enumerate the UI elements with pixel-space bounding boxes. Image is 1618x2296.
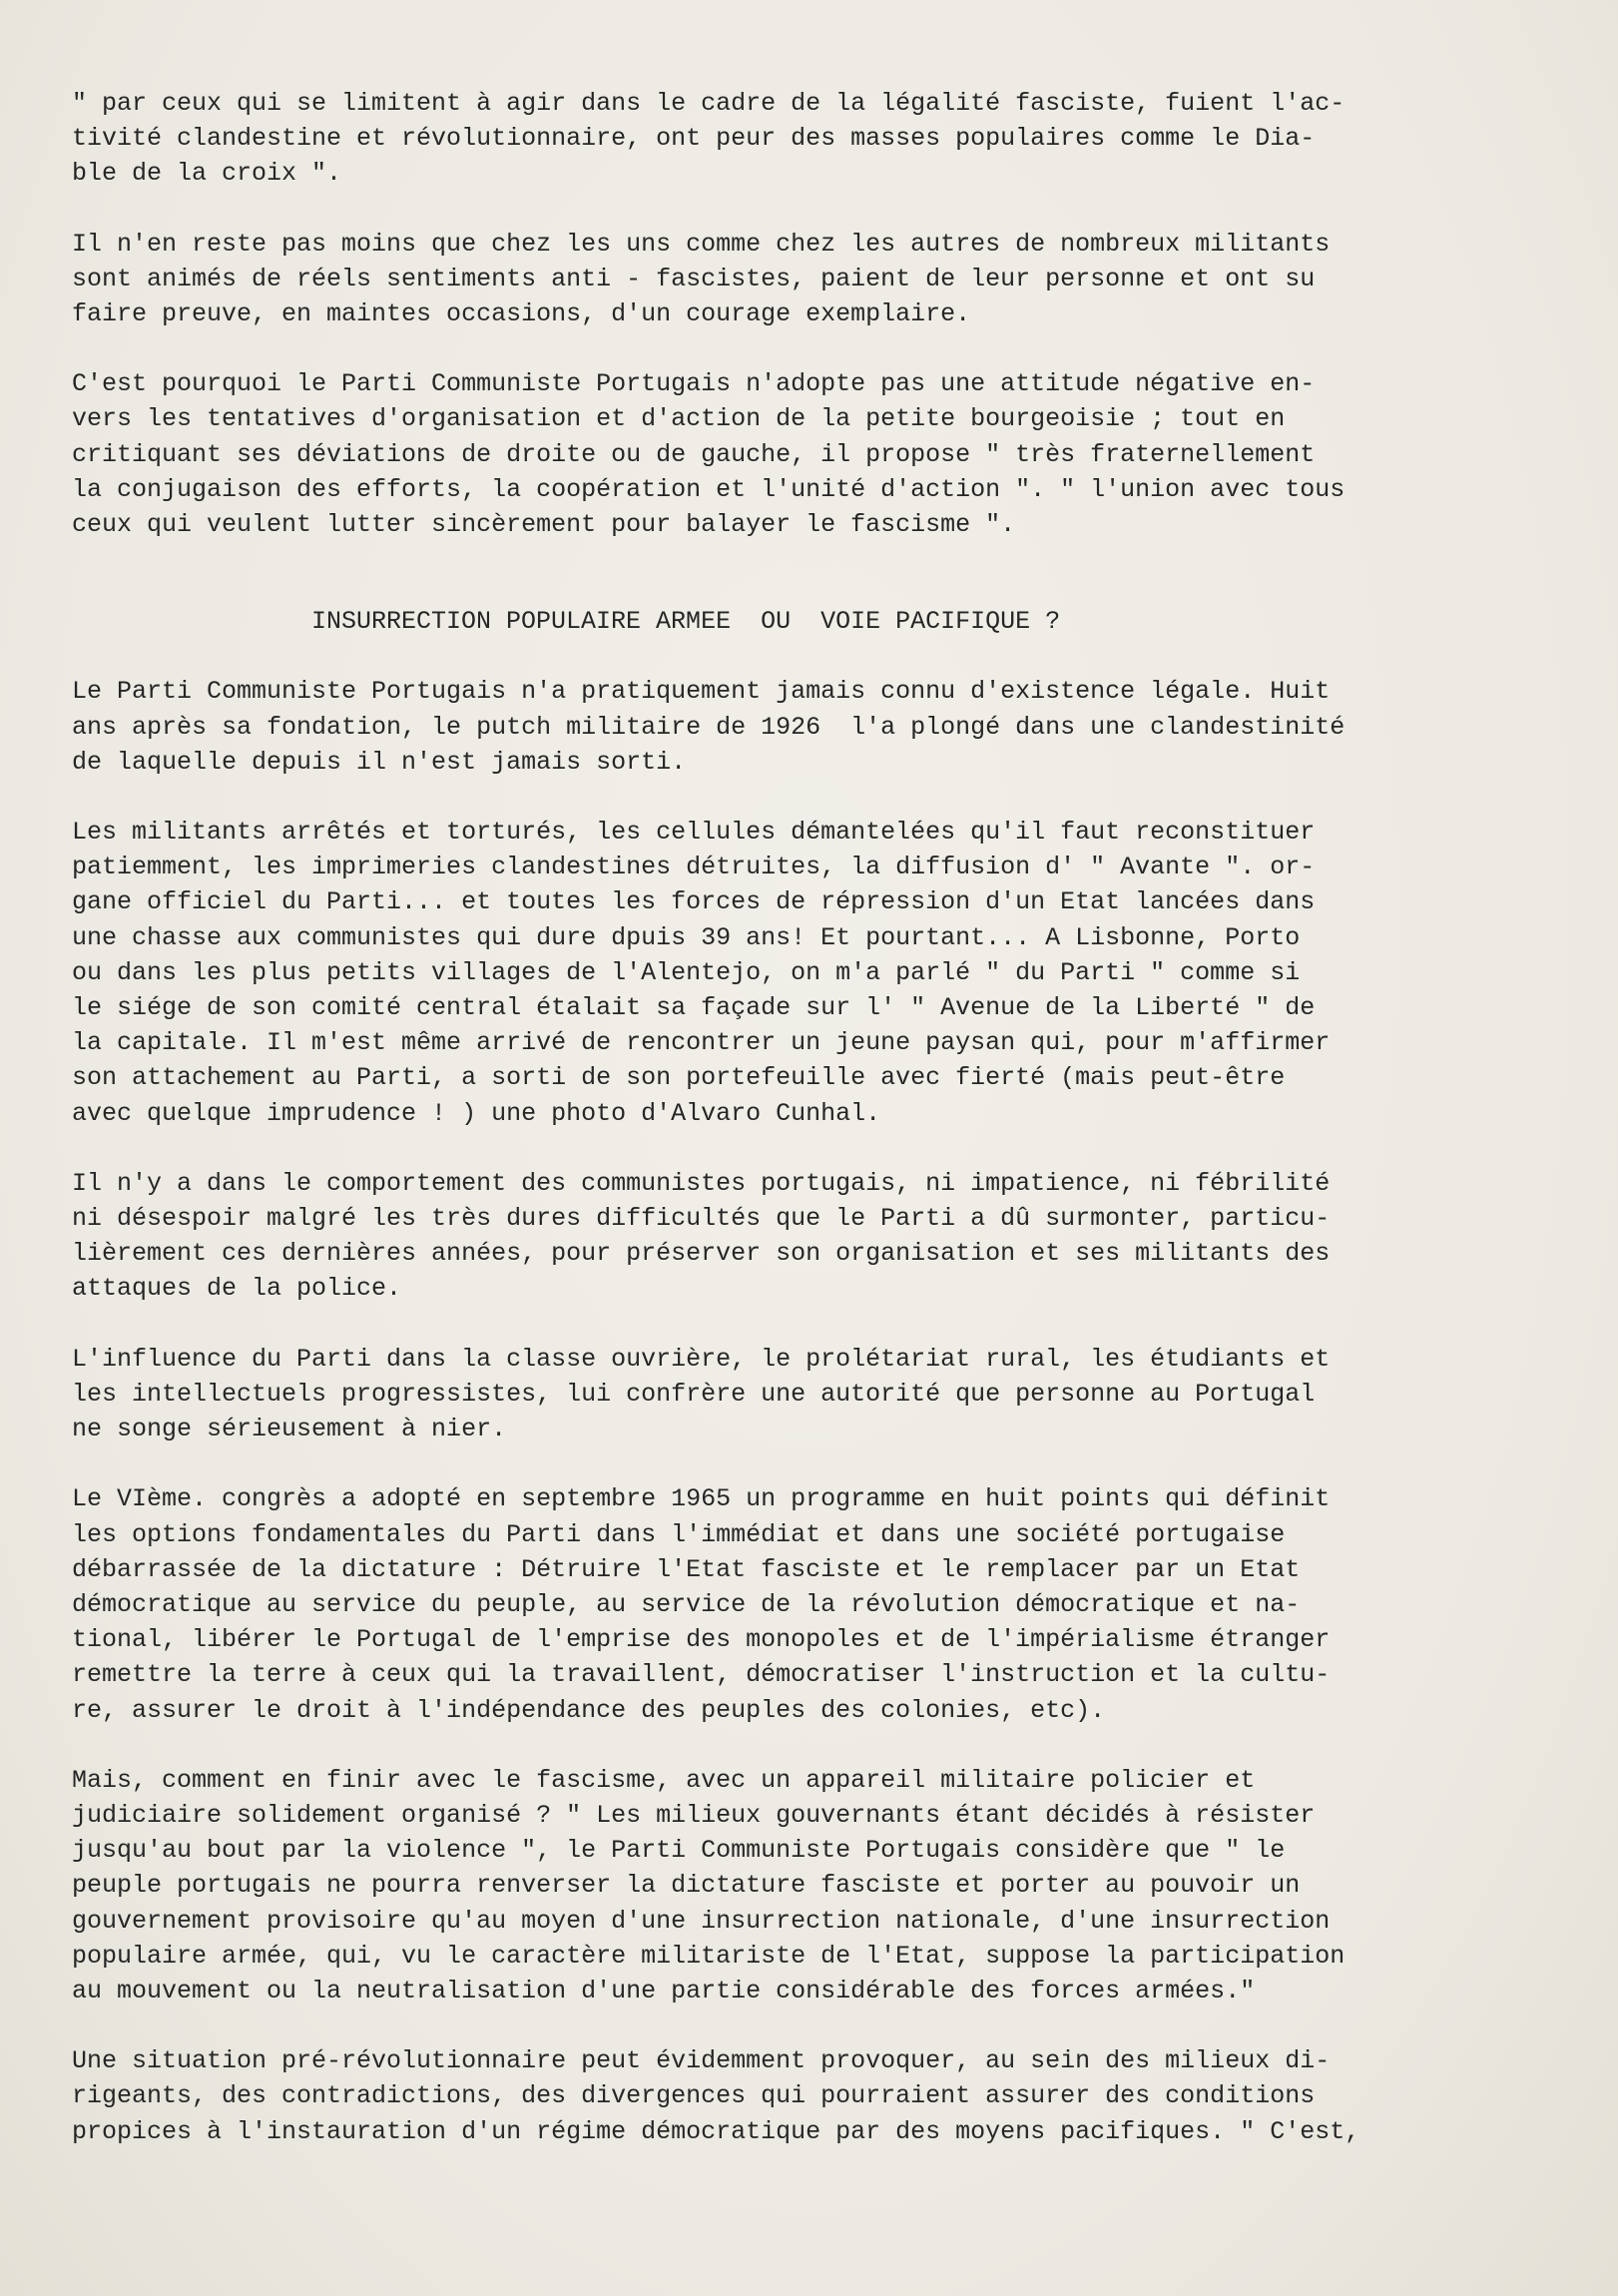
paragraph-1 — [72, 86, 1434, 192]
text-line: sont animés de réels sentiments anti - fascistes, paient de leur personne et ont su — [72, 264, 1316, 293]
text-line: les intellectuels progressistes, lui confrère une autorité que personne au Portugal — [72, 1379, 1316, 1409]
text-line: remettre la terre à ceux qui la travaillent, démocratiser l'instruction et la cultu- — [72, 1660, 1331, 1690]
text-line: jusqu'au bout par la violence ", le Parti Communiste Portugais considère que " le — [72, 1836, 1286, 1866]
text-line: débarrassée de la dictature : Détruire l'Etat fasciste et le remplacer par un Etat — [72, 1554, 1301, 1584]
paragraph-6 — [72, 1166, 1434, 1307]
text-line: lièrement ces dernières années, pour préserver son organisation et ses militants des — [72, 1239, 1331, 1269]
text-line: la conjugaison des efforts, la coopération et l'unité d'action ". " l'union avec tous — [72, 474, 1346, 504]
text-line: faire preuve, en maintes occasions, d'un courage exemplaire. — [72, 299, 971, 329]
paragraph-10 — [72, 2043, 1434, 2149]
text-line: ne songe sérieusement à nier. — [72, 1415, 507, 1444]
text-line: vers les tentatives d'organisation et d'action de la petite bourgeoisie ; tout en — [72, 404, 1286, 434]
text-line: Une situation pré-révolutionnaire peut évidemment provoquer, au sein des milieux di- — [72, 2046, 1331, 2076]
text-line: " par ceux qui se limitent à agir dans le cadre de la légalité fasciste, fuient l'ac- — [72, 89, 1346, 118]
text-line: avec quelque imprudence ! ) une photo d'Alvaro Cunhal. — [72, 1098, 881, 1128]
text-line: ceux qui veulent lutter sincèrement pour balayer le fascisme ". — [72, 510, 1016, 540]
text-line: L'influence du Parti dans la classe ouvrière, le prolétariat rural, les étudiants et — [72, 1344, 1331, 1374]
paragraph-8 — [72, 1481, 1434, 1727]
text-line: propices à l'instauration d'un régime démocratique par des moyens pacifiques. " C'est, — [72, 2116, 1360, 2146]
text-line: la capitale. Il m'est même arrivé de rencontrer un jeune paysan qui, pour m'affirmer — [72, 1028, 1331, 1058]
text-line: Le Parti Communiste Portugais n'a pratiquement jamais connu d'existence légale. Huit — [72, 677, 1331, 707]
paragraph-5 — [72, 815, 1434, 1131]
paragraph-4 — [72, 674, 1434, 780]
text-line: une chasse aux communistes qui dure dpuis 39 ans! Et pourtant... A Lisbonne, Porto — [72, 922, 1301, 952]
text-line: de laquelle depuis il n'est jamais sorti. — [72, 747, 687, 777]
text-line: gane officiel du Parti... et toutes les forces de répression d'un Etat lancées dans — [72, 887, 1316, 917]
text-line: populaire armée, qui, vu le caractère militariste de l'Etat, suppose la participation — [72, 1941, 1346, 1971]
section-heading: INSURRECTION POPULAIRE ARMEE OU VOIE PACIFIQUE ? — [311, 607, 1061, 637]
text-line: rigeants, des contradictions, des divergences qui pourraient assurer des conditions — [72, 2081, 1316, 2111]
text-line: C'est pourquoi le Parti Communiste Portugais n'adopte pas une attitude négative en- — [72, 369, 1316, 399]
paragraph-2 — [72, 227, 1434, 332]
text-line: attaques de la police. — [72, 1274, 402, 1304]
text-line: ni désespoir malgré les très dures difficultés que le Parti a dû surmonter, particu- — [72, 1204, 1331, 1234]
text-line: peuple portugais ne pourra renverser la dictature fasciste et porter au pouvoir un — [72, 1871, 1301, 1901]
text-line: son attachement au Parti, a sorti de son portefeuille avec fierté (mais peut-être — [72, 1063, 1286, 1093]
text-line: patiemment, les imprimeries clandestines détruites, la diffusion d' " Avante ". or- — [72, 853, 1316, 882]
text-line: gouvernement provisoire qu'au moyen d'une insurrection nationale, d'une insurrection — [72, 1906, 1331, 1936]
document-body — [72, 86, 1434, 2184]
text-line: critiquant ses déviations de droite ou de gauche, il propose " très fraternellement — [72, 439, 1316, 469]
text-line: Le VIème. congrès a adopté en septembre 1965 un programme en huit points qui définit — [72, 1484, 1331, 1514]
text-line: démocratique au service du peuple, au service de la révolution démocratique et na- — [72, 1589, 1301, 1619]
paragraph-9 — [72, 1763, 1434, 2009]
text-line: Les militants arrêtés et torturés, les cellules démantelées qu'il faut reconstituer — [72, 818, 1316, 848]
text-line: ou dans les plus petits villages de l'Alentejo, on m'a parlé " du Parti " comme si — [72, 957, 1301, 987]
text-line: Mais, comment en finir avec le fascisme, avec un appareil militaire policier et — [72, 1765, 1256, 1795]
text-line: Il n'en reste pas moins que chez les uns comme chez les autres de nombreux militants — [72, 229, 1331, 259]
text-line: ans après sa fondation, le putch militaire de 1926 l'a plongé dans une clandestinité — [72, 712, 1346, 742]
paragraph-3 — [72, 366, 1434, 542]
text-line: le siége de son comité central étalait sa façade sur l' " Avenue de la Liberté " de — [72, 993, 1316, 1023]
text-line: ble de la croix ". — [72, 159, 342, 189]
text-line: Il n'y a dans le comportement des communistes portugais, ni impatience, ni fébrilité — [72, 1168, 1331, 1198]
text-line: au mouvement ou la neutralisation d'une partie considérable des forces armées." — [72, 1976, 1256, 2006]
text-line: tional, libérer le Portugal de l'emprise des monopoles et de l'impérialisme étranger — [72, 1625, 1331, 1655]
text-line: re, assurer le droit à l'indépendance des peuples des colonies, etc). — [72, 1695, 1106, 1725]
text-line: tivité clandestine et révolutionnaire, ont peur des masses populaires comme le Dia- — [72, 124, 1316, 154]
paragraph-7 — [72, 1342, 1434, 1447]
text-line: les options fondamentales du Parti dans l'immédiat et dans une société portugaise — [72, 1519, 1286, 1549]
text-line: judiciaire solidement organisé ? " Les milieux gouvernants étant décidés à résister — [72, 1800, 1316, 1830]
